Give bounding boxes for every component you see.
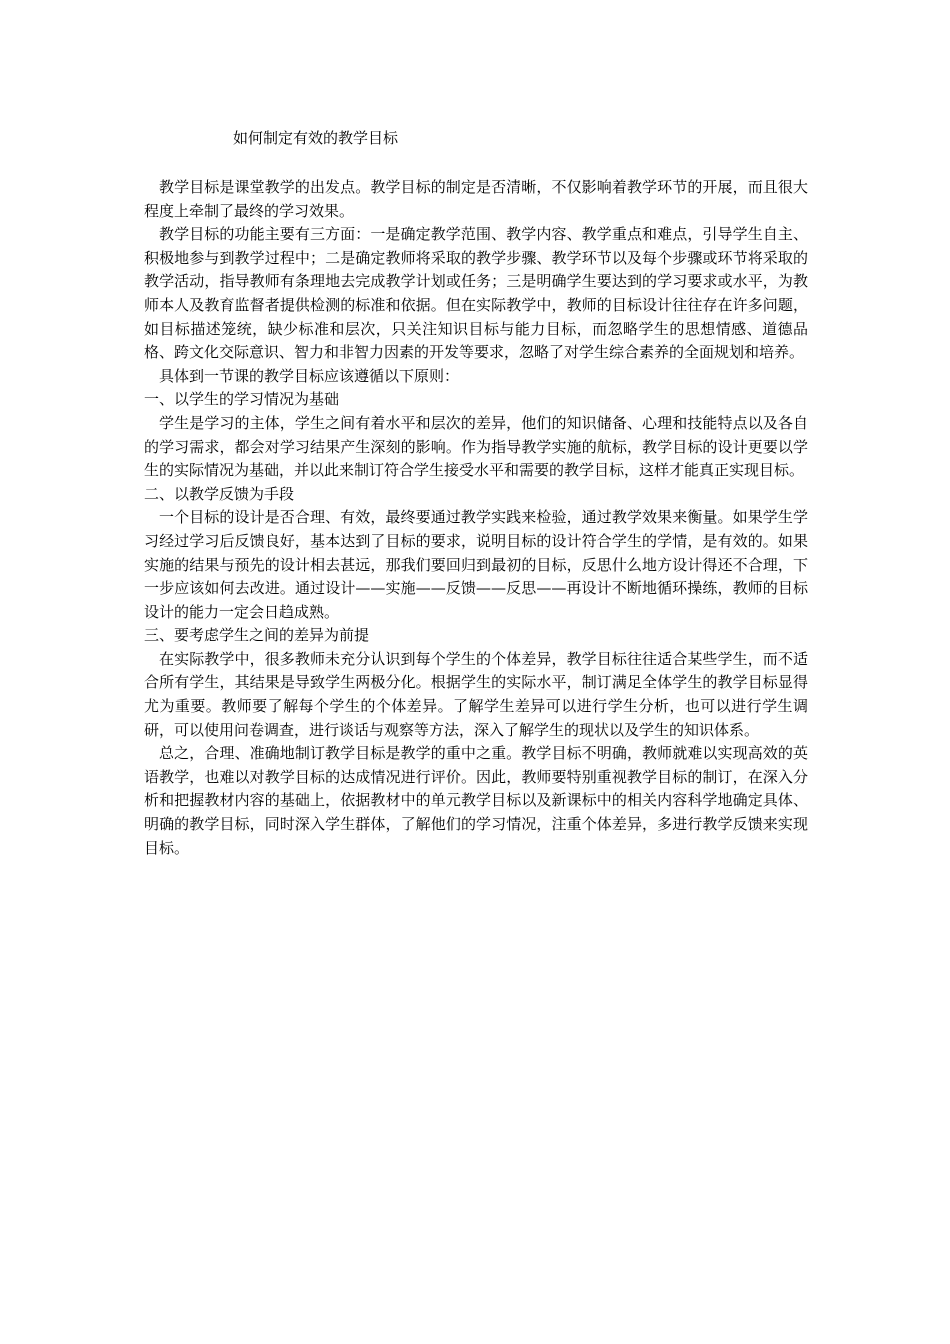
paragraph-intro: 教学目标是课堂教学的出发点。教学目标的制定是否清晰，不仅影响着教学环节的开展，而且很大程度上牵制了最终的学习效果。 xyxy=(144,178,808,220)
document-title: 如何制定有效的教学目标 xyxy=(233,129,399,147)
document-body xyxy=(144,176,808,860)
paragraph-functions: 教学目标的功能主要有三方面：一是确定教学范围、教学内容、教学重点和难点，引导学生自主、积极地参与到教学过程中；二是确定教师将采取的教学步骤、教学环节以及每个步骤或环节将采取的教学活动，指导教师有条理地去完成教学计划或任务；三是明确学生要达到的学习要求或水平，为教师本人及教育监督者提供检测的标准和依据。但在实际教学中，教师的目标设计往往存在许多问题，如目标描述笼统，缺少标准和层次，只关注知识目标与能力目标，而忽略学生的思想情感、道德品格、跨文化交际意识、智力和非智力因素的开发等要求，忽略了对学生综合素养的全面规划和培养。 xyxy=(144,225,808,362)
paragraph-principles-lead: 具体到一节课的教学目标应该遵循以下原则： xyxy=(159,366,460,385)
paragraph-section-2: 一个目标的设计是否合理、有效，最终要通过教学实践来检验，通过教学效果来衡量。如果学生学习经过学习后反馈良好，基本达到了目标的要求，说明目标的设计符合学生的学情，是有效的。如果实施的结果与预先的设计相去甚远，那我们要回归到最初的目标，反思什么地方设计得还不合理，下一步应该如何去改进。通过设计——实施——反馈——反思——再设计不断地循环操练，教师的目标设计的能力一定会日趋成熟。 xyxy=(144,508,808,621)
section-heading-2: 二、以教学反馈为手段 xyxy=(144,484,295,503)
paragraph-section-1: 学生是学习的主体，学生之间有着水平和层次的差异，他们的知识储备、心理和技能特点以及各自的学习需求，都会对学习结果产生深刻的影响。作为指导教学实施的航标，教学目标的设计更要以学生的实际情况为基础，并以此来制订符合学生接受水平和需要的教学目标，这样才能真正实现目标。 xyxy=(144,413,808,480)
paragraph-section-3: 在实际教学中，很多教师未充分认识到每个学生的个体差异，教学目标往往适合某些学生，而不适合所有学生，其结果是导致学生两极分化。根据学生的实际水平，制订满足全体学生的教学目标显得尤为重要。教师要了解每个学生的个体差异。了解学生差异可以进行学生分析，也可以进行学生调研，可以使用问卷调查，进行谈话与观察等方法，深入了解学生的现状以及学生的知识体系。 xyxy=(144,649,808,739)
section-heading-1: 一、以学生的学习情况为基础 xyxy=(144,390,340,409)
section-heading-3: 三、要考虑学生之间的差异为前提 xyxy=(144,626,370,645)
paragraph-conclusion: 总之，合理、准确地制订教学目标是教学的重中之重。教学目标不明确，教师就难以实现高效的英语教学，也难以对教学目标的达成情况进行评价。因此，教师要特别重视教学目标的制订，在深入分析和把握教材内容的基础上，依据教材中的单元教学目标以及新课标中的相关内容科学地确定具体、明确的教学目标，同时深入学生群体，了解他们的学习情况，注重个体差异，多进行教学反馈来实现目标。 xyxy=(144,744,808,857)
